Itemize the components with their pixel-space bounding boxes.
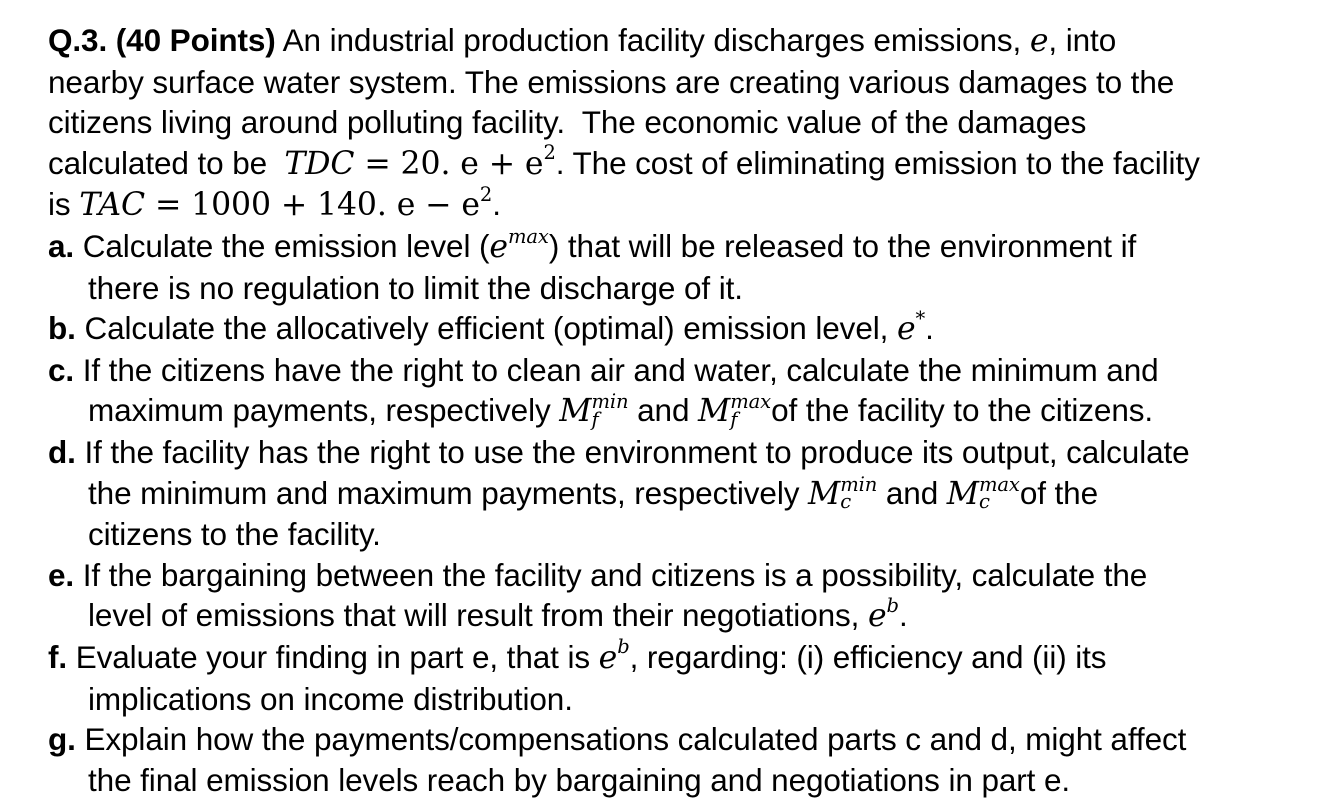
part-a-letter: a. xyxy=(48,227,75,264)
part-f-line-2: implications on income distribution. xyxy=(88,680,573,717)
tdc-equation-rhs: = 20. e + e xyxy=(354,145,544,182)
part-g-line-1: g. Explain how the payments/compensations calculated parts c and d, might affect xyxy=(48,721,1187,758)
part-c-line-2: maximum payments, respectively M min f and M max f of the facility to the citizens. xyxy=(88,390,1154,432)
part-d-line-3: citizens to the facility. xyxy=(88,516,381,553)
question-label: Q.3. (40 Points) xyxy=(48,22,276,58)
part-e-line-2: level of emissions that will result from their negotiations, $e^b$. xyxy=(88,593,908,635)
part-b-letter: b. xyxy=(48,310,76,347)
part-e-line-1: e. If the bargaining between the facility and citizens is a possibility, calculate the xyxy=(48,556,1148,593)
question-document xyxy=(48,20,1308,800)
part-d-letter: d. xyxy=(48,433,76,470)
part-b-line-1: b. Calculate the allocatively efficient (optimal) emission level, e*. xyxy=(48,306,934,348)
tac-equation-lhs: TAC xyxy=(79,187,146,224)
part-d-line-2: the minimum and maximum payments, respectively M min c and M max c of the xyxy=(88,472,1099,514)
part-c-letter: c. xyxy=(48,351,75,388)
part-f-letter: f. xyxy=(48,638,68,675)
part-g-letter: g. xyxy=(48,721,76,758)
tdc-equation-lhs: TDC xyxy=(284,145,355,182)
intro-line-4: calculated to be TDC = 20. $e + e^2$. The cost of eliminating emission to the facility xyxy=(48,141,1200,182)
part-a-line-2: there is no regulation to limit the discharge of it. xyxy=(88,269,743,306)
part-f-line-1: f. Evaluate your finding in part e, that is $e^b$, regarding: (i) efficiency and (ii) its xyxy=(48,635,1107,676)
part-a-line-1: a. Calculate the emission level $(e^{max})$ that will be released to the environment if xyxy=(48,224,1137,265)
part-d-line-1: d. If the facility has the right to use the environment to produce its output, calculate xyxy=(48,433,1190,470)
intro-line-3: citizens living around polluting facility. The economic value of the damages xyxy=(48,104,1087,141)
intro-line-2: nearby surface water system. The emissions are creating various damages to the xyxy=(48,63,1175,100)
intro-line-1: Q.3. (40 Points) An industrial production facility discharges emissions, e, into xyxy=(48,22,1117,59)
part-g-line-2: the final emission levels reach by bargaining and negotiations in part e. xyxy=(88,761,1071,798)
part-e-letter: e. xyxy=(48,556,75,593)
tac-equation-rhs: = 1000 + 140. e − e xyxy=(145,187,480,224)
intro-line-5: is TAC = 1000 + 140. $e - e^2$. xyxy=(48,182,501,224)
part-c-line-1: c. If the citizens have the right to clean air and water, calculate the minimum and xyxy=(48,351,1159,388)
